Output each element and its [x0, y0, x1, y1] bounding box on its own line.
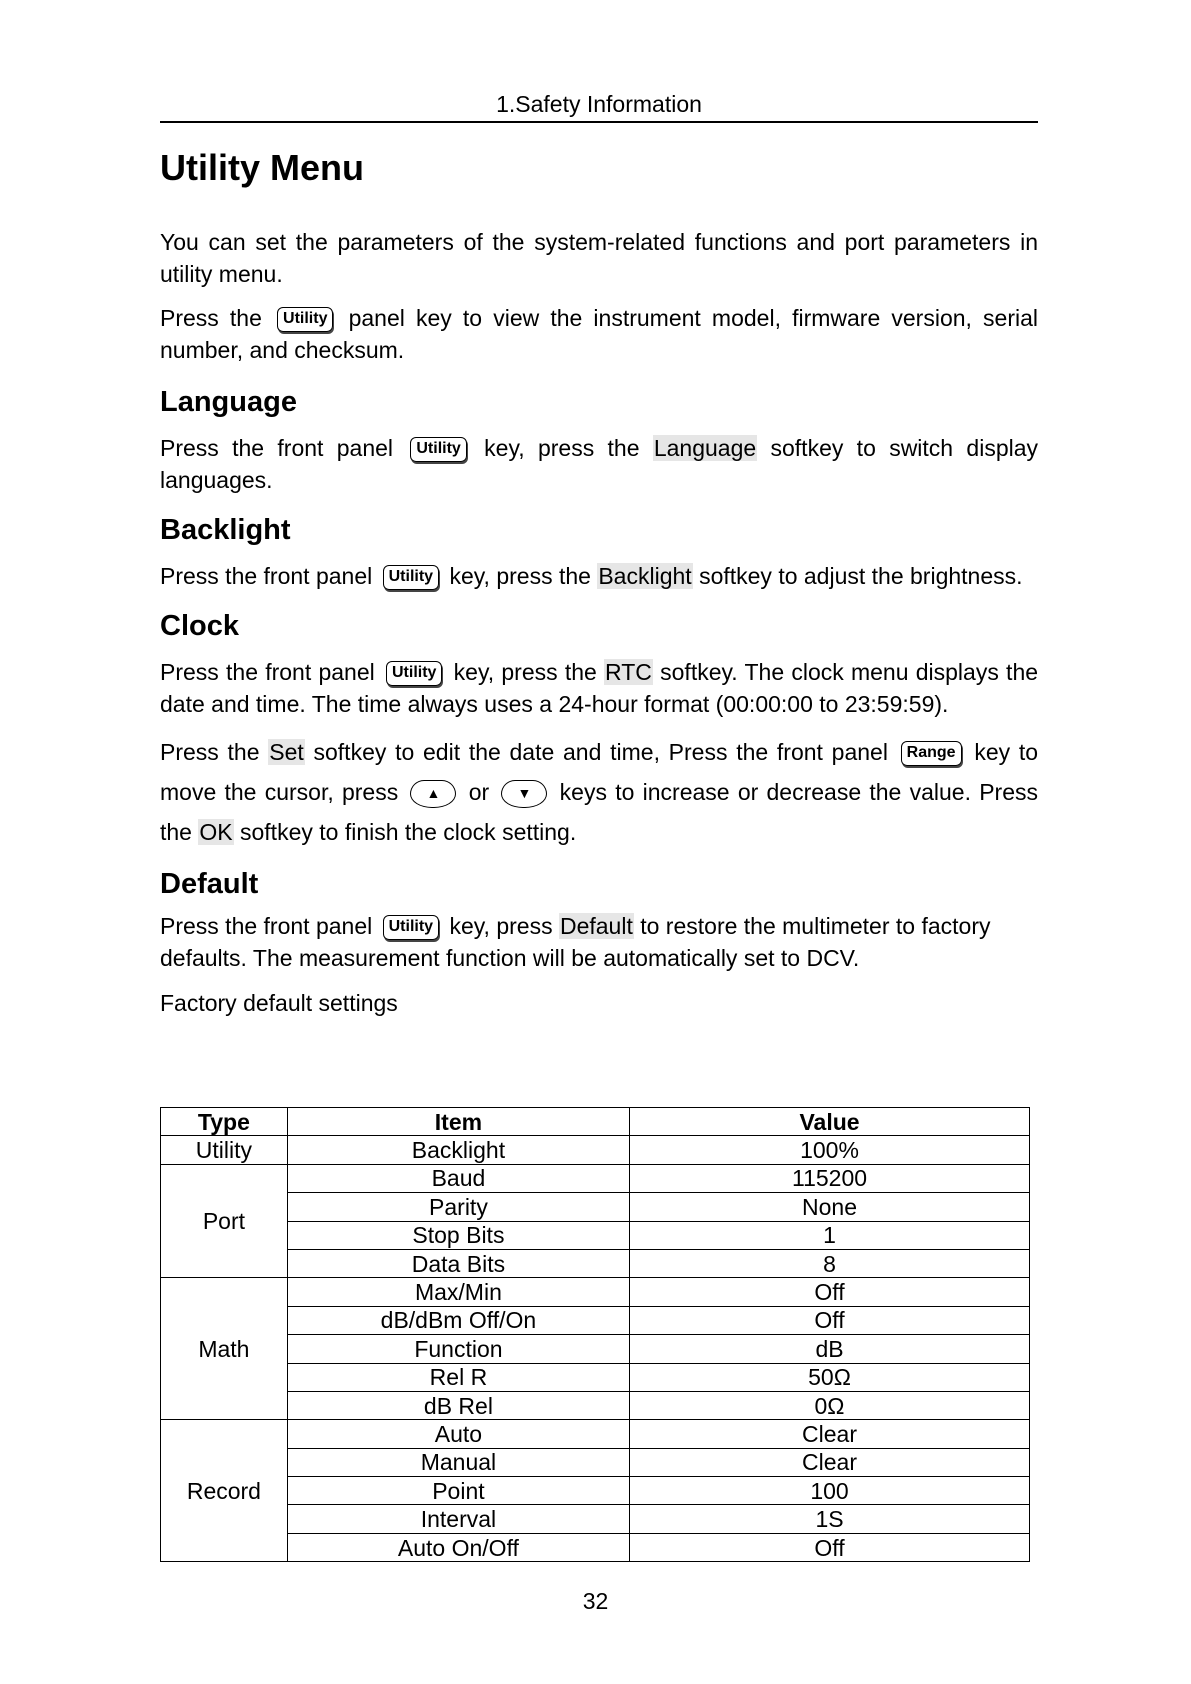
- value-cell: 100: [630, 1477, 1030, 1505]
- text: softkey to finish the clock setting.: [240, 819, 577, 845]
- default-paragraph: [160, 910, 1038, 974]
- text: or: [468, 779, 490, 805]
- item-cell: Parity: [287, 1193, 629, 1221]
- text: key, press: [449, 913, 553, 939]
- page-content: [160, 138, 1038, 1020]
- table-header-row: [161, 1108, 1030, 1136]
- item-cell: Point: [287, 1477, 629, 1505]
- value-cell: Off: [630, 1306, 1030, 1334]
- item-cell: dB/dBm Off/On: [287, 1306, 629, 1334]
- value-cell: 1S: [630, 1505, 1030, 1533]
- text: softkey to switch display languages.: [160, 435, 1039, 493]
- header-type: Type: [161, 1108, 288, 1136]
- text: Press the front panel: [160, 435, 394, 461]
- value-cell: dB: [630, 1335, 1030, 1363]
- utility-key-icon: Utility: [410, 437, 466, 462]
- table-row: [161, 1420, 1030, 1448]
- table-caption: Factory default settings: [160, 990, 398, 1016]
- text: Press the: [160, 739, 260, 765]
- value-cell: Off: [630, 1533, 1030, 1561]
- value-cell: 0Ω: [630, 1391, 1030, 1419]
- utility-key-icon: Utility: [383, 565, 439, 590]
- text: softkey to adjust the brightness.: [699, 563, 1023, 589]
- item-cell: Auto: [287, 1420, 629, 1448]
- factory-defaults-table: [160, 1107, 1030, 1562]
- default-softkey: Default: [559, 913, 633, 939]
- type-cell: Record: [161, 1420, 288, 1562]
- item-cell: Function: [287, 1335, 629, 1363]
- backlight-softkey: Backlight: [598, 563, 692, 589]
- item-cell: Backlight: [287, 1136, 629, 1164]
- value-cell: 100%: [630, 1136, 1030, 1164]
- text: key, press the: [449, 563, 591, 589]
- item-cell: Interval: [287, 1505, 629, 1533]
- table-row: [161, 1136, 1030, 1164]
- text: key, press the: [484, 435, 640, 461]
- value-cell: Off: [630, 1278, 1030, 1306]
- rtc-softkey: RTC: [605, 659, 652, 685]
- value-cell: None: [630, 1193, 1030, 1221]
- value-cell: 115200: [630, 1164, 1030, 1192]
- text: key, press the: [453, 659, 597, 685]
- default-heading: Default: [160, 868, 259, 900]
- type-cell: Math: [161, 1278, 288, 1420]
- utility-key-icon: Utility: [383, 915, 439, 940]
- text: softkey. The clock menu displays the date and time. The time always uses a 24-hour format (00:00:00 to 23:59:59).: [160, 659, 1039, 717]
- down-arrow-key-icon: ▼: [501, 780, 547, 808]
- item-cell: dB Rel: [287, 1391, 629, 1419]
- value-cell: 1: [630, 1221, 1030, 1249]
- language-softkey: Language: [653, 435, 757, 461]
- page-number: 32: [582, 1588, 609, 1614]
- text: Press the: [160, 305, 262, 331]
- item-cell: Auto On/Off: [287, 1533, 629, 1561]
- type-cell: Port: [161, 1164, 288, 1278]
- utility-key-icon: Utility: [277, 307, 333, 332]
- table-row: [161, 1391, 1030, 1419]
- table-row: [161, 1533, 1030, 1561]
- table-row: [161, 1505, 1030, 1533]
- clock-paragraph-2: [160, 732, 1038, 852]
- item-cell: Manual: [287, 1448, 629, 1476]
- value-cell: Clear: [630, 1420, 1030, 1448]
- value-cell: 50Ω: [630, 1363, 1030, 1391]
- table-row: [161, 1221, 1030, 1249]
- up-arrow-key-icon: ▲: [410, 780, 456, 808]
- utility-key-icon: Utility: [386, 661, 442, 686]
- text: key to move the cursor, press: [160, 739, 1039, 805]
- value-cell: Clear: [630, 1448, 1030, 1476]
- header-item: Item: [287, 1108, 629, 1136]
- language-paragraph: [160, 432, 1038, 496]
- set-softkey: Set: [269, 739, 304, 765]
- text: Press the front panel: [160, 659, 375, 685]
- language-heading: Language: [160, 386, 297, 418]
- table-row: [161, 1477, 1030, 1505]
- table-row: [161, 1335, 1030, 1363]
- type-cell: Utility: [161, 1136, 288, 1164]
- item-cell: Max/Min: [287, 1278, 629, 1306]
- header-value: Value: [630, 1108, 1030, 1136]
- item-cell: Baud: [287, 1164, 629, 1192]
- table-row: [161, 1193, 1030, 1221]
- page-title: Utility Menu: [160, 147, 364, 188]
- backlight-paragraph: [160, 560, 1038, 592]
- clock-paragraph-1: [160, 656, 1038, 720]
- intro-paragraph-2: [160, 302, 1038, 366]
- table-row: [161, 1448, 1030, 1476]
- text: softkey to edit the date and time, Press the front panel: [313, 739, 888, 765]
- text: to restore the multimeter to factory defaults. The measurement function will be automatically set to DCV.: [160, 913, 991, 971]
- text: panel key to view the instrument model, firmware version, serial number, and checksum.: [160, 305, 1038, 363]
- clock-heading: Clock: [160, 610, 239, 642]
- table-row: [161, 1164, 1030, 1192]
- ok-softkey: OK: [199, 819, 233, 845]
- backlight-heading: Backlight: [160, 514, 291, 546]
- table-row: [161, 1306, 1030, 1334]
- intro-paragraph-1: You can set the parameters of the system-related functions and port parameters in utility menu.: [160, 229, 1038, 287]
- item-cell: Stop Bits: [287, 1221, 629, 1249]
- table-row: [161, 1363, 1030, 1391]
- text: Press the front panel: [160, 563, 373, 589]
- item-cell: Data Bits: [287, 1249, 629, 1277]
- item-cell: Rel R: [287, 1363, 629, 1391]
- range-key-icon: Range: [901, 741, 962, 766]
- text: keys to increase or decrease the value. Press the: [160, 779, 1039, 845]
- table-row: [161, 1278, 1030, 1306]
- value-cell: 8: [630, 1249, 1030, 1277]
- text: Press the front panel: [160, 913, 373, 939]
- table-row: [161, 1249, 1030, 1277]
- running-header: 1.Safety Information: [160, 88, 1038, 123]
